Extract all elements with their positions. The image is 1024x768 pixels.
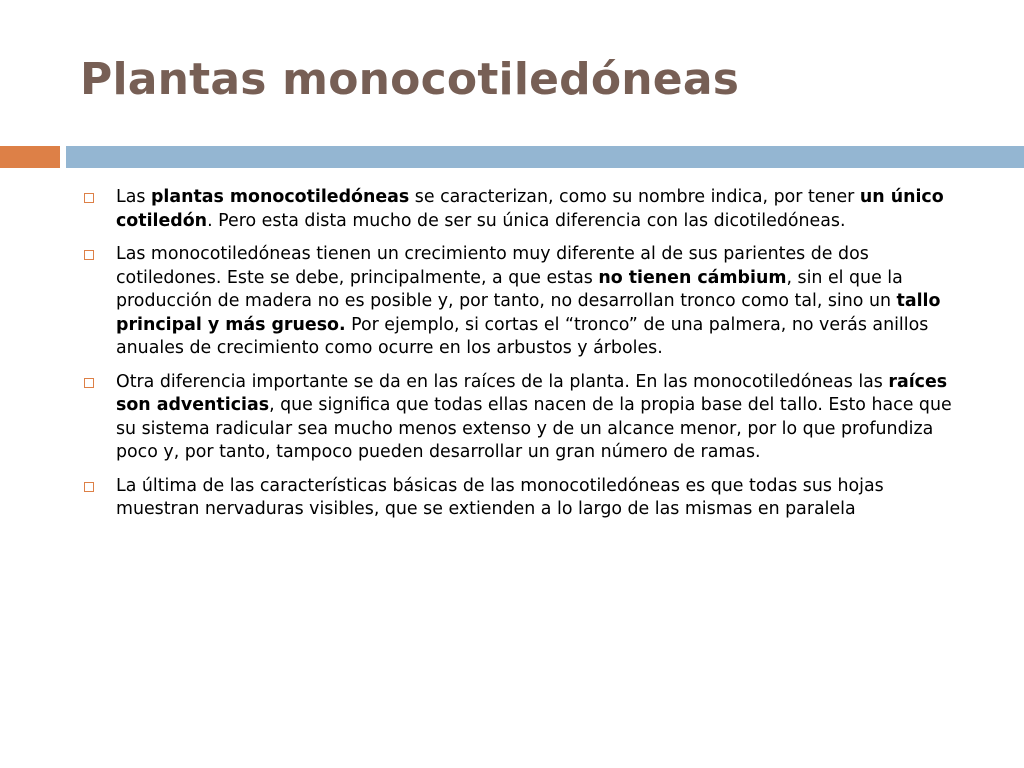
- bullet-item: [84, 186, 968, 233]
- bold-segment: plantas monocotiledóneas: [150, 187, 410, 207]
- hollow-square-icon: [84, 193, 94, 203]
- bold-segment: no tienen cámbium: [598, 267, 787, 288]
- text-segment: Las: [116, 187, 151, 207]
- bullet-text: [116, 476, 884, 520]
- bullet-list: [84, 186, 968, 532]
- accent-bar-orange: [0, 146, 60, 168]
- bold-segment: un único cotiledón: [116, 187, 944, 231]
- bold-segment: tallo principal y más grueso.: [116, 291, 941, 335]
- text-segment: Las monocotiledóneas tienen un crecimiento muy diferente al de sus parientes de dos cotiledones. Este se debe, principalmente, a que estas: [116, 244, 869, 288]
- text-segment: , sin el que la producción de madera no es posible y, por tanto, no desarrollan tronco como tal, sino un: [116, 267, 903, 311]
- text-segment: , que significa que todas ellas nacen de la propia base del tallo. Esto hace que su sistema radicular sea mucho menos extenso y de un alcance menor, por lo que profundiza poco y, por tanto, tampoco pueden desarrollar un gran número de ramas.: [116, 395, 952, 462]
- bullet-text: [116, 372, 952, 463]
- text-segment: . Pero esta dista mucho de ser su única diferencia con las dicotiledóneas.: [207, 210, 846, 231]
- hollow-square-icon: [84, 250, 94, 260]
- bullet-item: [84, 243, 968, 361]
- slide-title: Plantas monocotiledóneas: [80, 54, 740, 105]
- bullet-text: [116, 187, 944, 231]
- text-segment: La última de las características básicas de las monocotiledóneas es que todas sus hojas muestran nervaduras visibles, que se extienden a lo largo de las mismas en paralela: [116, 475, 884, 519]
- hollow-square-icon: [84, 378, 94, 388]
- text-segment: Otra diferencia importante se da en las raíces de la planta. En las monocotiledóneas las: [116, 371, 889, 392]
- bullet-item: [84, 371, 968, 465]
- bold-segment: raíces son adventicias: [116, 371, 948, 415]
- text-segment: se caracterizan, como su nombre indica, por tener: [409, 187, 860, 207]
- bullet-text: [116, 244, 940, 358]
- accent-bar-blue: [66, 146, 1024, 168]
- text-segment: Por ejemplo, si cortas el “tronco” de una palmera, no verás anillos anuales de crecimiento como ocurre en los arbustos y árboles.: [116, 314, 929, 358]
- hollow-square-icon: [84, 482, 94, 492]
- bullet-item: [84, 475, 968, 522]
